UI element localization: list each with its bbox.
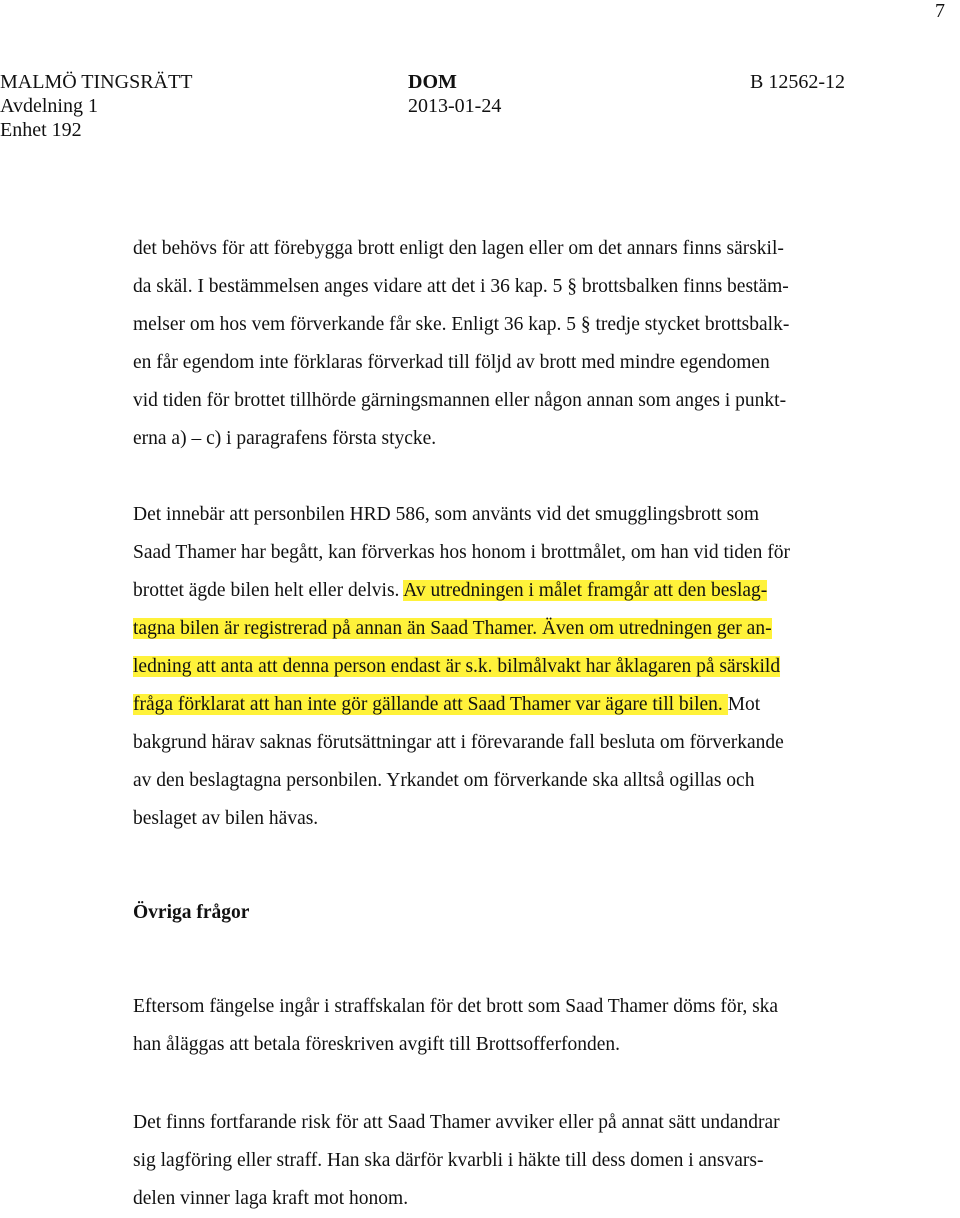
highlighted-text: ledning att anta att denna person endast är s.k. bilmålvakt har åklagaren på särskild (133, 656, 781, 677)
paragraph-forfeiture-rules (133, 230, 893, 458)
court-name: MALMÖ TINGSRÄTT (0, 71, 193, 93)
paragraph-line (133, 686, 893, 724)
page-number: 7 (935, 0, 945, 22)
court-unit: Enhet 192 (0, 119, 82, 141)
paragraph-line: vid tiden för brottet tillhörde gärningsmannen eller någon annan som anges i punkt- (133, 390, 787, 411)
court-info (0, 70, 192, 142)
paragraph-car-forfeiture (133, 496, 893, 838)
case-number: B 12562-12 (750, 71, 845, 93)
section-heading: Övriga frågor (133, 902, 250, 923)
paragraph-line (133, 572, 893, 610)
paragraph-line: erna a) – c) i paragrafens första stycke. (133, 428, 437, 449)
document-date: 2013-01-24 (408, 95, 502, 117)
paragraph-line: det behövs för att förebygga brott enligt den lagen eller om det annars finns särskil- (133, 238, 784, 259)
court-division: Avdelning 1 (0, 95, 98, 117)
paragraph-line: Det innebär att personbilen HRD 586, som använts vid det smugglingsbrott som (133, 504, 760, 525)
case-number-block (750, 70, 845, 94)
paragraph-line (133, 610, 893, 648)
plain-text: brottet ägde bilen helt eller delvis. (133, 580, 404, 601)
paragraph-line: han åläggas att betala föreskriven avgift till Brottsofferfonden. (133, 1034, 620, 1055)
highlighted-text: tagna bilen är registrerad på annan än Saad Thamer. Även om utredningen ger an- (133, 618, 772, 639)
highlighted-text: Av utredningen i målet framgår att den beslag- (403, 580, 768, 601)
paragraph-line: melser om hos vem förverkande får ske. Enligt 36 kap. 5 § tredje stycket brottsbalk- (133, 314, 790, 335)
paragraph-line: Saad Thamer har begått, kan förverkas hos honom i brottmålet, om han vid tiden för (133, 542, 791, 563)
paragraph-line: beslaget av bilen hävas. (133, 808, 319, 829)
paragraph-line: Det finns fortfarande risk för att Saad Thamer avviker eller på annat sätt undandrar (133, 1112, 780, 1133)
paragraph-line: sig lagföring eller straff. Han ska därför kvarbli i häkte till dess domen i ansvars- (133, 1150, 764, 1171)
paragraph-line: Eftersom fängelse ingår i straffskalan för det brott som Saad Thamer döms för, ska (133, 996, 779, 1017)
paragraph-line: av den beslagtagna personbilen. Yrkandet om förverkande ska alltså ogillas och (133, 770, 755, 791)
paragraph-line: en får egendom inte förklaras förverkad till följd av brott med mindre egendomen (133, 352, 770, 373)
paragraph-line: bakgrund härav saknas förutsättningar att i förevarande fall besluta om förverkande (133, 732, 784, 753)
highlighted-text: fråga förklarat att han inte gör gällande att Saad Thamer var ägare till bilen. (133, 694, 728, 715)
paragraph-line: da skäl. I bestämmelsen anges vidare att det i 36 kap. 5 § brottsbalken finns bestäm- (133, 276, 789, 297)
document-type-block (408, 70, 501, 118)
paragraph-detention (133, 1104, 893, 1218)
paragraph-line: delen vinner laga kraft mot honom. (133, 1188, 409, 1209)
document-body (133, 230, 893, 1218)
paragraph-line (133, 648, 893, 686)
document-type: DOM (408, 71, 457, 93)
paragraph-victim-fund (133, 988, 893, 1064)
plain-text: Mot (727, 694, 761, 715)
